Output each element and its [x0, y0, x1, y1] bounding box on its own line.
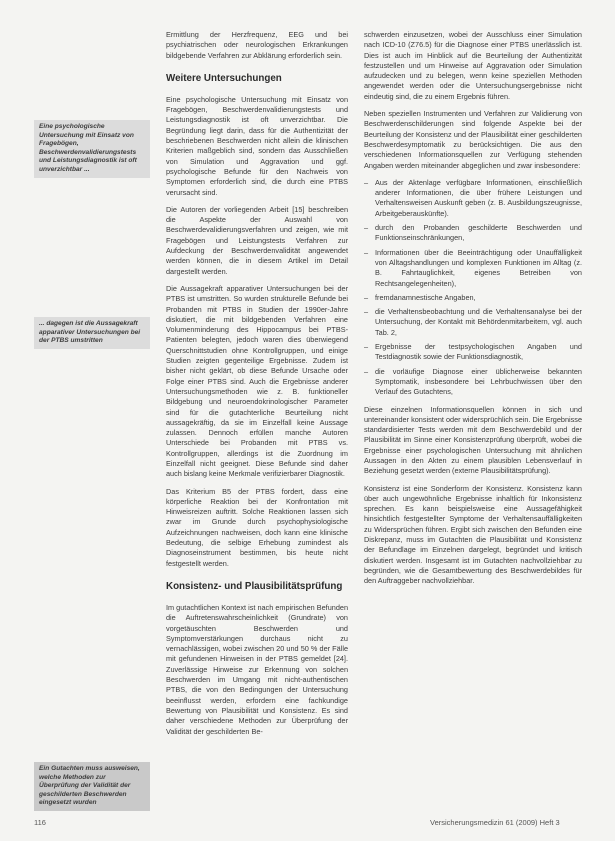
section-heading-konsistenz: Konsistenz- und Plausibilitätsprüfung — [166, 580, 343, 592]
body-paragraph: Die Autoren der vorliegenden Arbeit [15] beschreiben die Aspekte der Auswahl von Beschwerdevalidierungsverfahren und zeigen, wie mit Fragebögen und Leistungstests Verfahren zur Aufdeckung der Beschwerdenvalidität angewendet werden können, die in diesem Artikel im Detail dargestellt werden. — [166, 204, 348, 276]
body-paragraph: Konsistenz ist eine Sonderform der Konsistenz. Konsistenz kann über auch ungewöhnliche Ergebnisse inhaltlich für Inkonsistenz sprechen. Es kann beispielsweise eine Aussagefähigkeit hinsichtlich festgestellter Symptome der Verhaltensauffälligkeiten zu Widersprüchen führen. Ergibt sich zwischen den Befunden eine Diskrepanz, muss im Gutachten die Plausibilität und Konsistenz der Befundlage im Einzelnen dargelegt, begründet und kritisch diskutiert werden. Insgesamt ist im Gutachten nachvollziehbar zu begründen, wie die Gesamtbewertung des Beschwerdebildes für den Auftraggeber nachvollziehbar. — [364, 483, 582, 586]
journal-citation: Versicherungsmedizin 61 (2009) Heft 3 — [430, 818, 560, 827]
margin-note-text: Eine psychologische Untersuchung mit Einsatz von Fragebögen, Beschwerdenvalidierungstests und Leistungsdiagnostik ist oft unverzichtbar ... — [39, 123, 137, 173]
list-item: – die vorläufige Diagnose einer üblicherweise bekannten Symptomatik, insbesondere bei Lehrbuchwissen über den Verlauf des Gutachtens, — [364, 367, 582, 398]
body-paragraph: Im gutachtlichen Kontext ist nach empirischen Befunden die Auftretenswahrscheinlichkeit (Grundrate) von vorgetäuschten Beschwerden und Symptomverstärkungen durchaus nicht zu vernachlässigen, wobei zwischen 20 und 50 % der Fälle mit gefundenen Hinweisen in der PTBS gemeldet [24]. Zuverlässige Hinweise zur Erkennung von solchen Beschwerden im Umgang mit nicht-authentischen PTBS, die von den Bedingungen der Untersuchung beeinflusst werden, erfordern eine fachkundige Bewertung von Plausibilität und Konsistenz. Es sind daher verschiedene Methoden zur Überprüfung der Validität der geschilderten Be- — [166, 602, 348, 736]
left-text-column — [166, 30, 348, 744]
margin-note-text: ... dagegen ist die Aussagekraft apparativer Untersuchungen bei der PTBS umstritten — [39, 320, 141, 345]
body-paragraph: Die Aussagekraft apparativer Untersuchungen bei der PTBS ist umstritten. So wurden strukturelle Befunde bei Probanden mit PTBS in Studien der 1990er-Jahre diskutiert, die mit bildgebenden Verfahren eine Volumenminderung des Hippocampus bei PTBS-Patienten belegten, jedoch waren dies überwiegend Querschnittstudien ohne Kontrollgruppen, und einige Studien zeigten gegenteilige Ergebnisse. Zudem ist bisher nicht geklärt, ob diese Befunde Ursache oder Folge einer PTBS sind. Auch die Ergebnisse anderer Untersuchungsmethoden wie z. B. funktioneller Bildgebung und neuroendokrinologischer Parameter sind für die gutachterliche Beurteilung nicht aussagekräftig, da sie im Einzelfall keine Aussage zulassen. Dennoch erfüllen manche Autoren Unterschiede bei Probanden mit PTBS vs. Kontrollgruppen, allerdings ist die Zuordnung im Einzelfall nicht geeignet. Diese Befunde sind daher auch bislang keine Merkmale verifizierbarer Diagnostik. — [166, 283, 348, 479]
body-paragraph: schwerden einzusetzen, wobei der Ausschluss einer Simulation nach ICD-10 (Z76.5) für die Diagnose einer PTBS unerlässlich ist. Dies ist auch im Hinblick auf die Beurteilung der Authentizität festzustellen und um Hinweise auf Aggravation oder Simulation aufzudecken und zu belegen, wenn keine speziellen Methoden angewendet werden oder die Untersuchungsergebnisse nicht eindeutig sind, die zu einem Ergebnis führen. — [364, 30, 582, 101]
margin-note-psychological-exam — [34, 120, 150, 178]
body-paragraph: Das Kriterium B5 der PTBS fordert, dass eine körperliche Reaktion bei der Konfrontation mit Hinweisreizen auftritt. Solche Reaktionen lassen sich zwar im Grunde durch psychophysiologische Aufzeichnungen nachweisen, doch kann eine klinische Bedeutung, die selbige Erhebung zumindest als Diagnoseinstrument bestimmen, bis heute nicht festgestellt werden. — [166, 486, 348, 568]
body-paragraph: Diese einzelnen Informationsquellen können in sich und untereinander konsistent oder widersprüchlich sein. Die Ergebnisse standardisierter Tests werden mit dem Beschwerdebild und der Plausibilität im Sinne einer Konsistenzprüfung überprüft, wobei die Ergebnisse einer psychologischen Untersuchung mit ähnlichen Aussagen in den Akten zu einem plausiblen Lebensverlauf in Beziehung gesetzt werden (externe Plausibilitätsprüfung). — [364, 404, 582, 476]
right-text-column — [364, 30, 582, 594]
list-item: – die Verhaltensbeobachtung und die Verhaltensanalyse bei der Untersuchung, der Kontakt mit Behördenmitarbeitern, vgl. auch Tab. 2, — [364, 307, 582, 338]
body-paragraph: Eine psychologische Untersuchung mit Einsatz von Fragebögen, Beschwerdenvalidierungstests und Leistungsdiagnostik ist oft unverzichtbar. Die Begründung liegt darin, dass für die Authentizität der beschriebenen Beschwerden nicht allein die klinischen Kriterien maßgeblich sind, sondern das Ausschließen von Simulation und Aggravation und ggf. psychologische Befunde für den Nachweis von Symptomen erforderlich sind, die durch eine PTBS verursacht sind. — [166, 94, 348, 197]
list-item: – Aus der Aktenlage verfügbare Informationen, einschließlich anderer Informationen, die über frühere Leistungen und Verhaltensweisen Auskunft geben (z. B. Ausbildungszeugnisse, Arbeitgeberauskünfte). — [364, 178, 582, 219]
list-item: – Informationen über die Beeinträchtigung oder Unauffälligkeit von Alltagshandlungen und komplexen Funktionen im Alltag (z. B. Fahrtauglichkeit, eigenes Betreiben von Rechtsangelegenheiten), — [364, 248, 582, 289]
list-item: – Ergebnisse der testpsychologischen Angaben und Testdiagnostik sowie der Funktionsdiagnostik, — [364, 342, 582, 363]
list-item: – fremdanamnestische Angaben, — [364, 293, 582, 303]
list-item: – durch den Probanden geschilderte Beschwerden und Funktionseinschränkungen, — [364, 223, 582, 244]
intro-paragraph: Ermittlung der Herzfrequenz, EEG und bei psychiatrischen oder neurologischen Erkrankungen bildgebende Verfahren zur Abklärung erforderlich sein. — [166, 30, 348, 60]
page-number: 116 — [34, 818, 46, 827]
section-heading-weitere-untersuchungen: Weitere Untersuchungen — [166, 72, 282, 84]
margin-note-validity-methods — [34, 762, 150, 811]
margin-note-apparative-exams — [34, 317, 150, 349]
body-paragraph: Neben speziellen Instrumenten und Verfahren zur Validierung von Beschwerdenschilderungen sind folgende Aspekte bei der Beurteilung der Konsistenz und der Plausibilität einer geschilderten Beschwerdesymptomatik zu berücksichtigen. Die aus den verschiedenen Informationsquellen zur Verfügung stehenden Angaben werden miteinander abgeglichen und zwar insbesondere: — [364, 109, 582, 170]
margin-note-text: Ein Gutachten muss ausweisen, welche Methoden zur Überprüfung der Validität der geschilderten Beschwerden eingesetzt wurden — [39, 765, 140, 807]
information-sources-list — [364, 178, 582, 398]
